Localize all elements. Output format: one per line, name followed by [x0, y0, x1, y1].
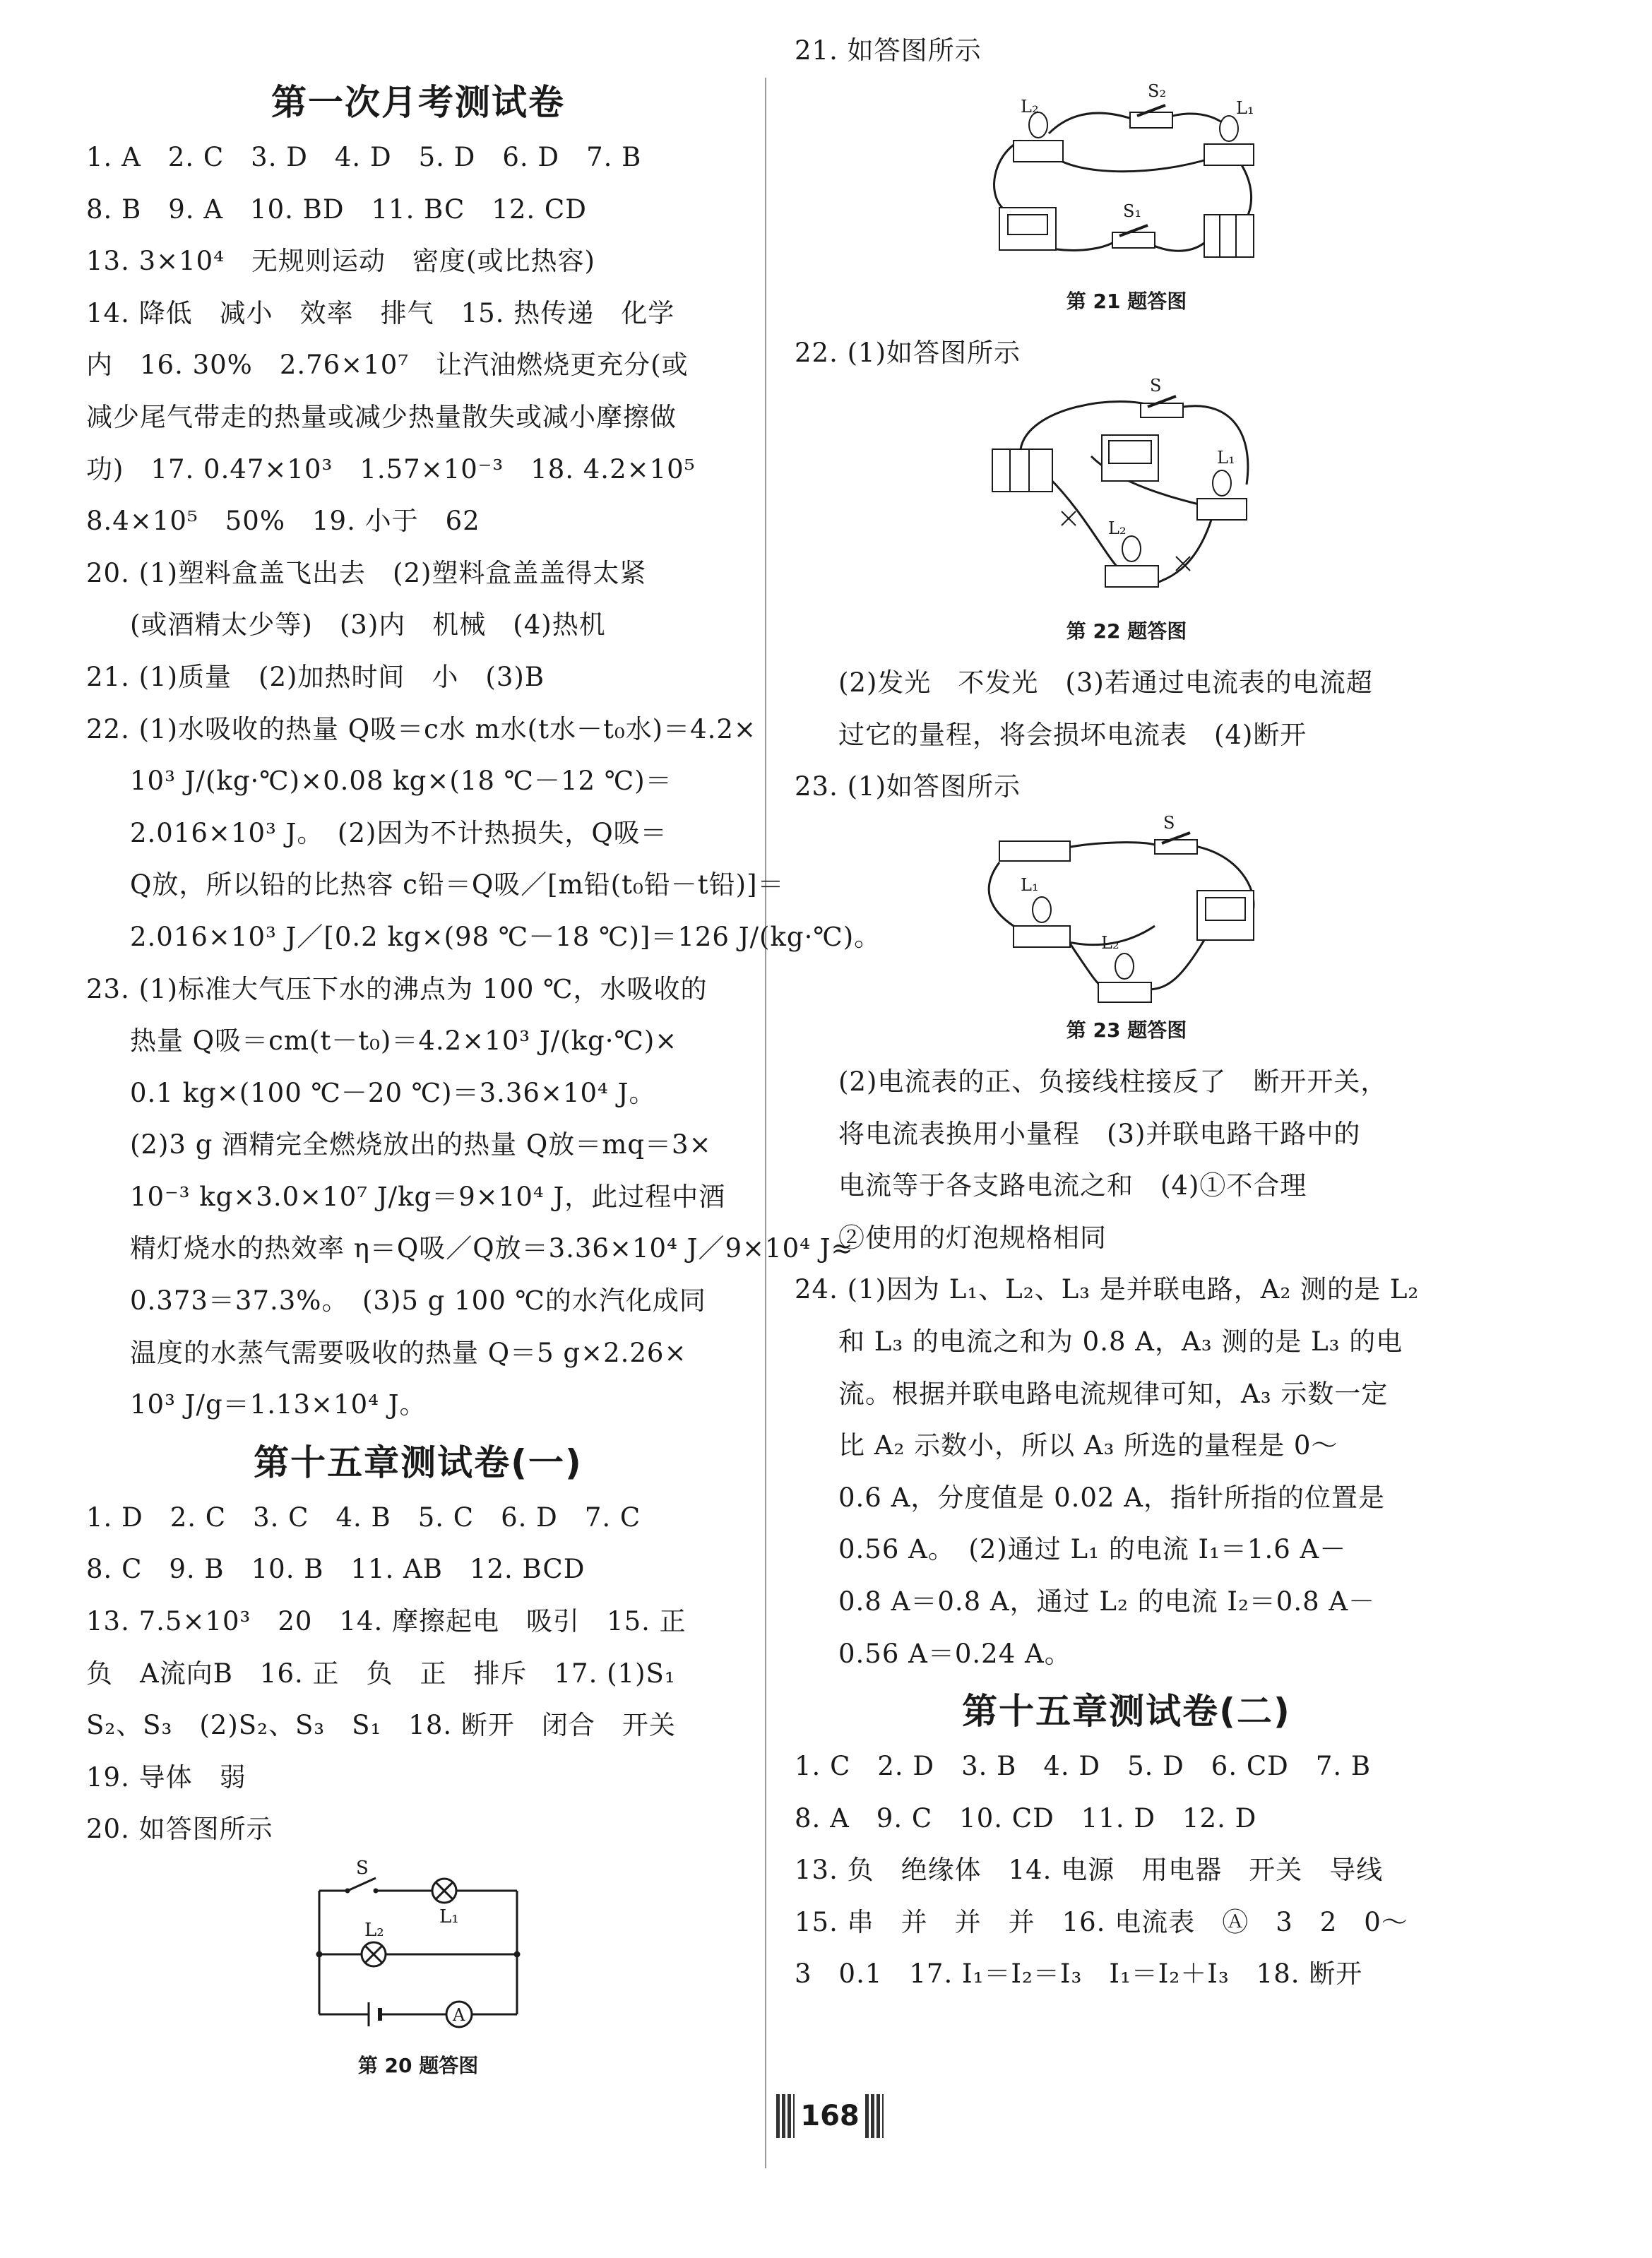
answer-line: 22. (1)水吸收的热量 Q吸＝c水 m水(t水－t₀水)＝4.2×: [86, 713, 756, 744]
fig21-label-l1: L₁: [1236, 97, 1254, 118]
fig22-label-l2: L₂: [1108, 518, 1127, 539]
answer-line: (或酒精太少等) (3)内 机械 (4)热机: [130, 610, 606, 641]
section-title-monthly-test: 第一次月考测试卷: [271, 82, 565, 123]
answer-line: 流。根据并联电路电流规律可知，A₃ 示数一定: [838, 1378, 1389, 1409]
fig23-label-l1: L₁: [1021, 874, 1039, 895]
answer-line: 和 L₃ 的电流之和为 0.8 A，A₃ 测的是 L₃ 的电: [838, 1326, 1403, 1357]
answer-line: 负 A流向B 16. 正 负 正 排斥 17. (1)S₁: [86, 1658, 676, 1689]
page-number-bar-right: [865, 2094, 884, 2138]
answer-line: 0.8 A＝0.8 A，通过 L₂ 的电流 I₂＝0.8 A－: [838, 1586, 1376, 1617]
answer-line: 15. 串 并 并 并 16. 电流表 Ⓐ 3 2 0～: [795, 1906, 1408, 1937]
answer-line: 2.016×10³ J。 (2)因为不计热损失，Q吸＝: [130, 817, 667, 848]
answer-line: S₂、S₃ (2)S₂、S₃ S₁ 18. 断开 闭合 开关: [86, 1710, 676, 1741]
answer-line: (2)电流表的正、负接线柱接反了 断开开关，: [838, 1066, 1388, 1097]
fig22-label-s: S: [1150, 379, 1162, 396]
page-number-badge: [763, 2093, 897, 2139]
fig21-label-s2: S₂: [1148, 81, 1167, 101]
answer-line: 8. A 9. C 10. CD 11. D 12. D: [795, 1802, 1257, 1834]
answer-line: 20. (1)塑料盒盖飞出去 (2)塑料盒盖盖得太紧: [86, 557, 647, 588]
answer-line: 功) 17. 0.47×10³ 1.57×10⁻³ 18. 4.2×10⁵: [86, 453, 696, 485]
answer-line-q21: 21. 如答图所示: [795, 35, 982, 66]
answer-line: 21. (1)质量 (2)加热时间 小 (3)B: [86, 661, 545, 692]
figure-20-caption: 第 20 题答图: [357, 2054, 479, 2077]
answer-line: (2)3 g 酒精完全燃烧放出的热量 Q放＝mq＝3×: [130, 1129, 712, 1160]
answer-line: 内 16. 30% 2.76×10⁷ 让汽油燃烧更充分(或: [86, 350, 689, 381]
fig20-label-l2: L₂: [364, 1920, 384, 1941]
left-column: [86, 71, 881, 2091]
fig20-label-l1: L₁: [439, 1906, 459, 1927]
figure-22-caption: 第 22 题答图: [1066, 619, 1187, 643]
answer-line-q22: 22. (1)如答图所示: [795, 337, 1021, 368]
figure-20-circuit-diagram: [277, 1855, 559, 2046]
answer-line: 10³ J/(kg·℃)×0.08 kg×(18 ℃－12 ℃)＝: [130, 766, 672, 797]
answer-line: (2)发光 不发光 (3)若通过电流表的电流超: [838, 667, 1373, 699]
answer-line: 1. C 2. D 3. B 4. D 5. D 6. CD 7. B: [795, 1751, 1372, 1782]
answer-line: 将电流表换用小量程 (3)并联电路干路中的: [838, 1118, 1361, 1149]
answer-line: 3 0.1 17. I₁＝I₂＝I₃ I₁＝I₂＋I₃ 18. 断开: [795, 1959, 1363, 1990]
fig22-label-l1: L₁: [1217, 448, 1235, 468]
answer-line: 1. D 2. C 3. C 4. B 5. C 6. D 7. C: [86, 1502, 641, 1533]
answer-line: Q放，所以铅的比热容 c铅＝Q吸／[m铅(t₀铅－t铅)]＝: [130, 869, 785, 901]
fig21-label-l2: L₂: [1021, 96, 1039, 117]
answer-line: 13. 7.5×10³ 20 14. 摩擦起电 吸引 15. 正: [86, 1606, 687, 1637]
figure-23-circuit-photo: [971, 813, 1282, 1011]
page-number: 168: [800, 2100, 860, 2132]
answer-line: 23. (1)标准大气压下水的沸点为 100 ℃，水吸收的: [86, 973, 708, 1004]
answer-line: 温度的水蒸气需要吸收的热量 Q＝5 g×2.26×: [130, 1337, 687, 1368]
answer-line: 热量 Q吸＝cm(t－t₀)＝4.2×10³ J/(kg·℃)×: [130, 1026, 678, 1057]
answer-line: 2.016×10³ J／[0.2 kg×(98 ℃－18 ℃)]＝126 J/(kg·℃)。: [130, 921, 881, 952]
answer-line: 过它的量程，将会损坏电流表 (4)断开: [838, 719, 1307, 750]
answer-line: ②使用的灯泡规格相同: [838, 1222, 1107, 1253]
figure-22-circuit-photo: [978, 379, 1275, 612]
section-title-chapter15-test2: 第十五章测试卷(二): [962, 1691, 1291, 1733]
answer-line: 0.373＝37.3%。 (3)5 g 100 ℃的水汽化成同: [130, 1285, 706, 1317]
answer-line: 减少尾气带走的热量或减少热量散失或减小摩擦做: [86, 401, 677, 432]
answer-line: 电流等于各支路电流之和 (4)①不合理: [838, 1170, 1307, 1201]
right-column: [795, 35, 1458, 2000]
answer-line: 0.56 A＝0.24 A。: [838, 1638, 1071, 1669]
answer-line-q23: 23. (1)如答图所示: [795, 771, 1021, 802]
answer-line: 10⁻³ kg×3.0×10⁷ J/kg＝9×10⁴ J，此过程中酒: [130, 1181, 726, 1212]
section-title-chapter15-test1: 第十五章测试卷(一): [254, 1442, 583, 1483]
section-body-chapter15-test2: [795, 1740, 1458, 2000]
answer-line: 8.4×10⁵ 50% 19. 小于 62: [86, 506, 480, 537]
fig20-label-s: S: [356, 1858, 369, 1879]
figure-21-caption: 第 21 题答图: [1066, 289, 1187, 313]
answer-line: 0.1 kg×(100 ℃－20 ℃)＝3.36×10⁴ J。: [130, 1077, 656, 1108]
answer-line: 比 A₂ 示数小，所以 A₃ 所选的量程是 0～: [838, 1430, 1338, 1461]
fig20-ammeter-label: A: [453, 2005, 465, 2025]
answer-block-q24: [795, 1264, 1458, 1680]
answer-line: 8. B 9. A 10. BD 11. BC 12. CD: [86, 194, 587, 225]
answer-line: 19. 导体 弱: [86, 1761, 246, 1793]
answer-line: 13. 3×10⁴ 无规则运动 密度(或比热容): [86, 246, 595, 277]
column-divider: [765, 78, 766, 2168]
answer-line: 14. 降低 减小 效率 排气 15. 热传递 化学: [86, 297, 675, 328]
fig23-label-l2: L₂: [1101, 932, 1119, 953]
answer-line: 8. C 9. B 10. B 11. AB 12. BCD: [86, 1554, 586, 1585]
answer-line: 13. 负 绝缘体 14. 电源 用电器 开关 导线: [795, 1855, 1384, 1886]
section-body-monthly-test: [86, 131, 881, 1431]
fig21-label-s1: S₁: [1123, 201, 1142, 221]
answer-line: 0.56 A。 (2)通过 L₁ 的电流 I₁＝1.6 A－: [838, 1534, 1347, 1565]
answer-line: 20. 如答图所示: [86, 1814, 273, 1845]
figure-23-caption: 第 23 题答图: [1066, 1018, 1187, 1042]
answer-line: 精灯烧水的热效率 η＝Q吸／Q放＝3.36×10⁴ J／9×10⁴ J≈: [130, 1233, 854, 1264]
page-number-bar-left: [776, 2094, 795, 2138]
section-body-chapter15-test1: [86, 1492, 750, 1855]
answer-line: 1. A 2. C 3. D 4. D 5. D 6. D 7. B: [86, 142, 642, 172]
fig23-label-s: S: [1163, 812, 1175, 833]
answer-line: 0.6 A，分度值是 0.02 A，指针所指的位置是: [838, 1482, 1385, 1513]
figure-21-circuit-photo: [971, 77, 1282, 282]
answer-line: 24. (1)因为 L₁、L₂、L₃ 是并联电路，A₂ 测的是 L₂: [795, 1274, 1420, 1305]
answer-line: 10³ J/g＝1.13×10⁴ J。: [130, 1389, 427, 1420]
